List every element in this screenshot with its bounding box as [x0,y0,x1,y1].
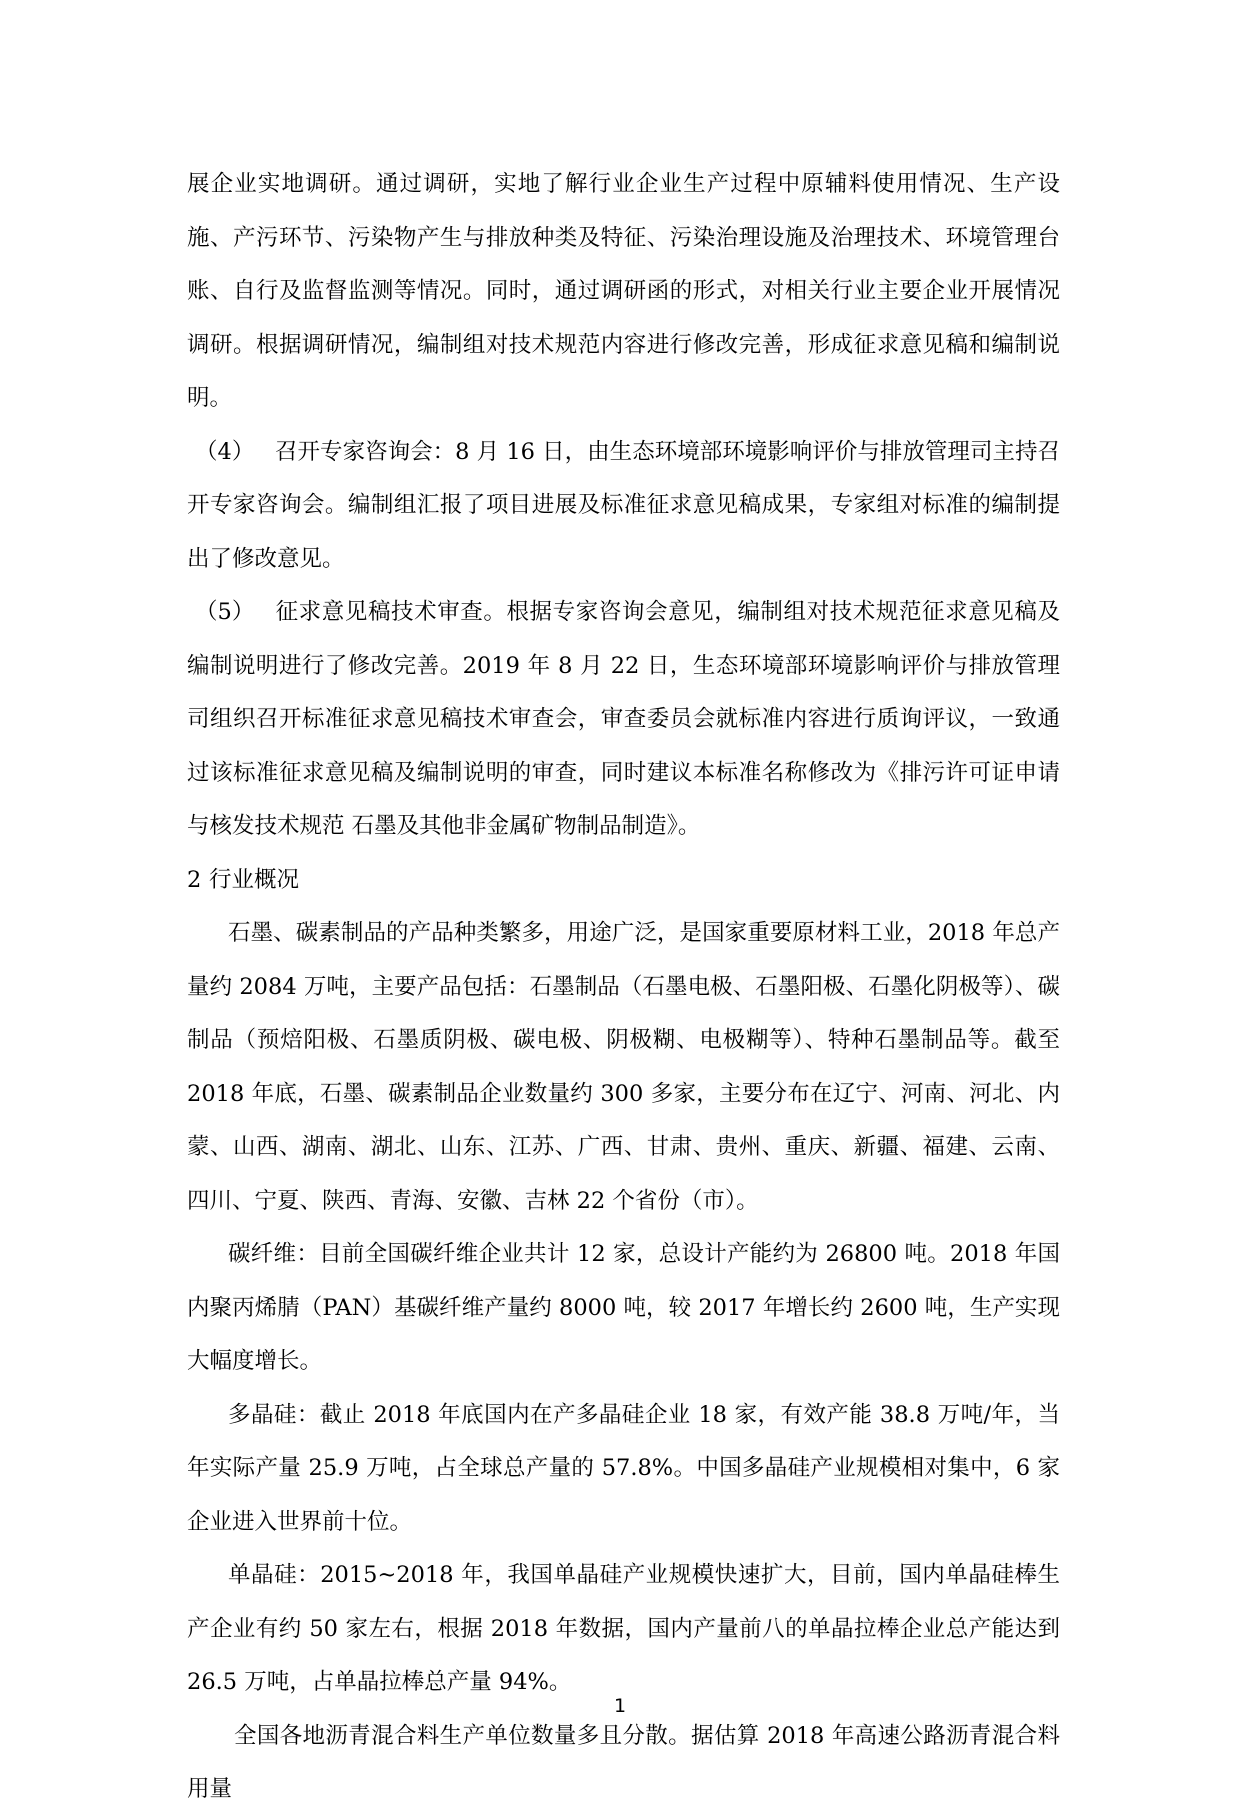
list-item-4 [187,426,1060,587]
paragraph-carbon-fiber: 碳纤维：目前全国碳纤维企业共计 12 家，总设计产能约为 26800 吨。2018 年国内聚丙烯腈（PAN）基碳纤维产量约 8000 吨，较 2017 年增长约 2600 吨，生产实现大幅度增长。 [187,1241,1060,1374]
section-heading [187,854,1060,908]
list-item-4-text: 召开专家咨询会：8 月 16 日，由生态环境部环境影响评价与排放管理司主持召开专家咨询会。编制组汇报了项目进展及标准征求意见稿成果，专家组对标准的编制提出了修改意见。 [187,438,1060,572]
paragraph-survey-continuation: 展企业实地调研。通过调研，实地了解行业企业生产过程中原辅料使用情况、生产设施、产污环节、污染物产生与排放种类及特征、污染治理设施及治理技术、环境管理台账、自行及监督监测等情况。同时，通过调研函的形式，对相关行业主要企业开展情况调研。根据调研情况，编制组对技术规范内容进行修改完善，形成征求意见稿和编制说明。 [187,171,1060,411]
list-item-5-number: （5） [195,599,255,625]
page-number: 1 [613,1695,627,1717]
section-heading-number: 2 [187,866,202,893]
paragraph-graphite: 石墨、碳素制品的产品种类繁多，用途广泛，是国家重要原材料工业，2018 年总产量约 2084 万吨，主要产品包括：石墨制品（石墨电极、石墨阳极、石墨化阴极等）、碳制品（预焙阳极、石墨质阴极、碳电极、阴极糊、电极糊等）、特种石墨制品等。截至 2018 年底，石墨、碳素制品企业数量约 300 多家，主要分布在辽宁、河南、河北、内蒙、山西、湖南、湖北、山东、江苏、广西、甘肃、贵州、重庆、新疆、福建、云南、四川、宁夏、陕西、青海、安徽、吉林 22 个省份（市）。 [187,920,1060,1214]
section-heading-title: 行业概况 [209,866,300,893]
document-body [187,158,1060,1817]
list-item-5 [187,586,1060,854]
list-item-5-text: 征求意见稿技术审查。根据专家咨询会意见，编制组对技术规范征求意见稿及编制说明进行了修改完善。2019 年 8 月 22 日，生态环境部环境影响评价与排放管理司组织召开标准征求意见稿技术审查会，审查委员会就标准内容进行质询评议，一致通过该标准征求意见稿及编制说明的审查，同时建议本标准名称修改为《排污许可证申请与核发技术规范 石墨及其他非金属矿物制品制造》。 [187,599,1060,839]
paragraph-monosilicon: 单晶硅：2015~2018 年，我国单晶硅产业规模快速扩大，目前，国内单晶硅棒生产企业有约 50 家左右，根据 2018 年数据，国内产量前八的单晶拉棒企业总产能达到 26.5 万吨，占单晶拉棒总产量 94%。 [187,1562,1060,1695]
list-item-4-number: （4） [195,438,255,465]
paragraph-asphalt: 全国各地沥青混合料生产单位数量多且分散。据估算 2018 年高速公路沥青混合料用量 [187,1722,1060,1802]
paragraph-polysilicon: 多晶硅：截止 2018 年底国内在产多晶硅企业 18 家，有效产能 38.8 万吨/年，当年实际产量 25.9 万吨，占全球总产量的 57.8%。中国多晶硅产业规模相对集中，6 家企业进入世界前十位。 [187,1401,1060,1535]
